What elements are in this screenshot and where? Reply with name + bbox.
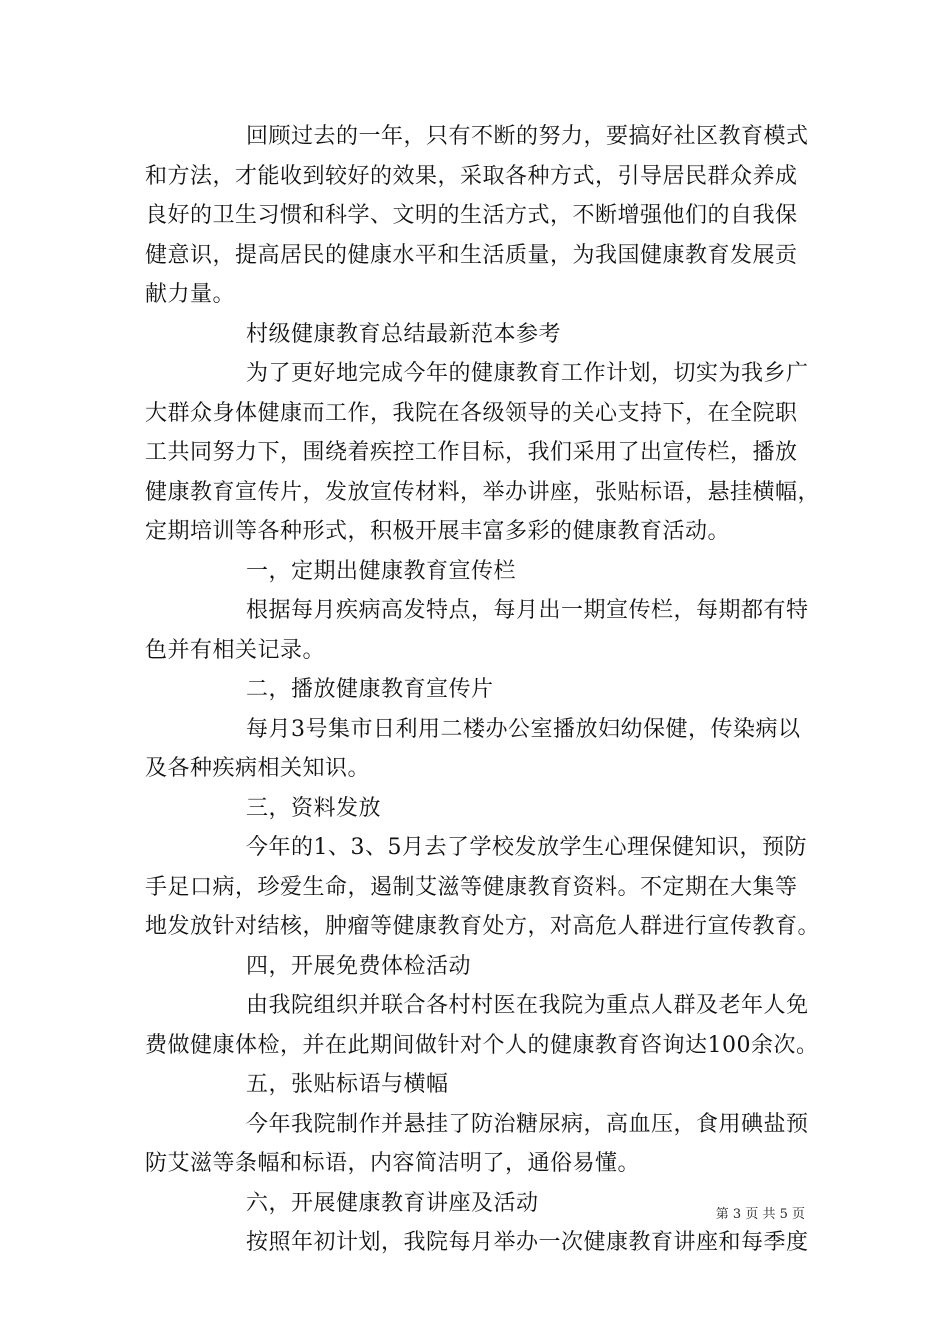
paragraph-line: 手足口病，珍爱生命，遏制艾滋等健康教育资料。不定期在大集等 xyxy=(145,874,798,900)
paragraph-line: 色并有相关记录。 xyxy=(145,637,326,663)
paragraph-line: 根据每月疾病高发特点，每月出一期宣传栏，每期都有特 xyxy=(246,598,809,623)
paragraph-line: 每月3号集市日利用二楼办公室播放妇幼保健，传染病以 xyxy=(246,716,801,742)
paragraph-line: 献力量。 xyxy=(145,282,236,307)
section-heading: 六，开展健康教育讲座及活动 xyxy=(246,1190,539,1216)
paragraph-line: 及各种疾病相关知识。 xyxy=(145,756,371,781)
paragraph-line: 今年的1、3、5月去了学校发放学生心理保健知识，预防 xyxy=(246,835,807,860)
paragraph-line: 健意识，提高居民的健康水平和生活质量，为我国健康教育发展贡 xyxy=(145,242,798,268)
section-heading: 一，定期出健康教育宣传栏 xyxy=(246,558,517,584)
section-heading: 五，张贴标语与横幅 xyxy=(246,1072,449,1097)
section-heading: 三，资料发放 xyxy=(246,795,382,821)
paragraph-line: 回顾过去的一年，只有不断的努力，要搞好社区教育模式 xyxy=(246,124,809,149)
paragraph-line: 大群众身体健康而工作，我院在各级领导的关心支持下，在全院职 xyxy=(145,400,798,426)
section-heading: 四，开展免费体检活动 xyxy=(246,953,472,979)
paragraph-line: 地发放针对结核，肿瘤等健康教育处方，对高危人群进行宣传教育。 xyxy=(145,914,821,939)
paragraph-line: 良好的卫生习惯和科学、文明的生活方式，不断增强他们的自我保 xyxy=(145,203,798,228)
section-heading: 二，播放健康教育宣传片 xyxy=(246,677,494,702)
paragraph-line: 定期培训等各种形式，积极开展丰富多彩的健康教育活动。 xyxy=(145,519,731,544)
paragraph-line: 健康教育宣传片，发放宣传材料，举办讲座，张贴标语，悬挂横幅， xyxy=(145,479,821,505)
paragraph-line: 和方法，才能收到较好的效果，采取各种方式，引导居民群众养成 xyxy=(145,163,798,189)
document-body xyxy=(145,117,821,1263)
section-heading: 村级健康教育总结最新范本参考 xyxy=(246,321,562,347)
paragraph-line: 防艾滋等条幅和标语，内容简洁明了，通俗易懂。 xyxy=(145,1151,641,1176)
paragraph-line: 按照年初计划，我院每月举办一次健康教育讲座和每季度 xyxy=(246,1230,809,1255)
paragraph-line: 今年我院制作并悬挂了防治糖尿病，高血压，食用碘盐预 xyxy=(246,1111,809,1137)
paragraph-line: 费做健康体检，并在此期间做针对个人的健康教育咨询达100余次。 xyxy=(145,1032,819,1058)
paragraph-line: 由我院组织并联合各村村医在我院为重点人群及老年人免 xyxy=(246,993,809,1018)
paragraph-line: 工共同努力下，围绕着疾控工作目标，我们采用了出宣传栏，播放 xyxy=(145,440,798,465)
page-number: 第 3 页 共 5 页 xyxy=(715,1207,805,1222)
paragraph-line: 为了更好地完成今年的健康教育工作计划，切实为我乡广 xyxy=(246,361,809,386)
